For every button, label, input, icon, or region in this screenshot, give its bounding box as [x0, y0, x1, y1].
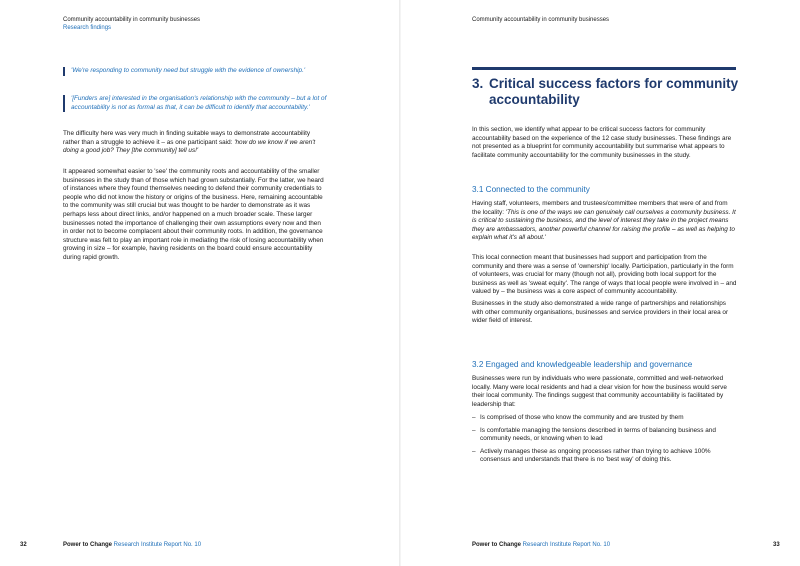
- paragraph-text: The difficulty here was very much in finding suitable ways to demonstrate accountability rather than a struggle to achieve it – as one participant said:: [63, 130, 311, 146]
- subheading-3-2: 3.2 Engaged and knowledgeable leadership and governance: [472, 360, 693, 369]
- list-item: [472, 448, 738, 465]
- running-head-title: Community accountability in community businesses: [63, 17, 201, 23]
- running-head-section: Research findings: [63, 25, 112, 31]
- right-running-head: [472, 16, 609, 24]
- page-number-left: 32: [20, 542, 27, 548]
- list-item: [472, 427, 738, 444]
- footer-report: Research Institute Report No. 10: [112, 542, 202, 548]
- left-running-head: [63, 16, 200, 32]
- pull-quote-2: '[Funders are] interested in the organisation's relationship with the community – but a lot of accountability is not as formal as that, it can be difficult to identify that accountability.': [63, 95, 333, 112]
- left-footer: [63, 542, 201, 548]
- footer-brand: Power to Change: [472, 542, 522, 548]
- section-heading: [472, 76, 742, 108]
- section-number: 3.: [472, 76, 484, 91]
- subheading-3-1: 3.1 Connected to the community: [472, 185, 590, 194]
- heading-rule: [472, 67, 736, 70]
- bullet-dash: –: [472, 426, 476, 434]
- pull-quote-1: 'We're responding to community need but struggle with the evidence of ownership.': [63, 67, 333, 76]
- body-paragraph-3-1a: [472, 200, 738, 243]
- section-heading-line1: Critical success factors for community: [489, 76, 739, 91]
- body-paragraph-3-1b: This local connection meant that businesses had support and participation from the community and there was a sense of 'ownership' locally. Participation, particularly in the form of volunteers, was crucial for many (though not all), providing both local support for the business as well as 'sweat equity'. The range of ways that local people were involved in – and valued by – the business was a core aspect of community accountability.: [472, 254, 737, 296]
- inline-quote: 'This is one of the ways we can genuinely call ourselves a community business. It is critical to sustaining the business, and the level of interest they take in the project means they are ambassadors, another powerful channel for raising the profile – as well as helping to explain what it's all about.': [472, 208, 736, 242]
- bullet-dash: –: [472, 447, 476, 455]
- page-number-right: 33: [773, 542, 780, 548]
- list-item-text: Is comprised of those who know the community and are trusted by them: [480, 414, 684, 421]
- leadership-bullet-list: [472, 414, 738, 469]
- body-paragraph-3-2: Businesses were run by individuals who were passionate, committed and well-networked locally. Many were local residents and had a clear vision for how the business would serve their local community. The findings suggest that community accountability is facilitated by leadership that:: [472, 375, 727, 408]
- running-head-title: Community accountability in community businesses: [472, 17, 610, 23]
- list-item-text: Actively manages these as ongoing processes rather than trying to achieve 100% consensus and understands that there is no 'best way' of doing this.: [480, 447, 711, 464]
- body-paragraph-3-1c: Businesses in the study also demonstrated a wide range of partnerships and relationships with other community organisations, businesses and service providers in their local area or wider field of interest.: [472, 300, 729, 325]
- body-paragraph-2: It appeared somewhat easier to 'see' the community roots and accountability of the smaller businesses in the study than of those which had grown substantially. For the latter, we heard of instances where they found themselves needing to defend their community credentials to people who did not know the history or origins of the business. Here, remaining accountable to the community was still crucial but was thought to be harder to demonstrate as it was perhaps less about direct links, and/or happened on a much broader scale. These larger businesses noted the importance of challenging their own assumptions every now and then in order not to become complacent about their community roots. In addition, the governance structure was felt to play an important role in mediating the risk of losing accountability when growing in size – for example, having residents on the board could ensure accountability during rapid growth.: [63, 168, 324, 261]
- footer-brand: Power to Change: [63, 542, 113, 548]
- right-footer: [472, 542, 610, 548]
- body-paragraph-1: [63, 130, 325, 156]
- bullet-dash: –: [472, 414, 476, 421]
- list-item: [472, 414, 738, 423]
- footer-report: Research Institute Report No. 10: [521, 542, 611, 548]
- list-item-text: Is comfortable managing the tensions described in terms of balancing business and community needs, or knowing when to lead: [480, 426, 716, 443]
- right-page: [400, 0, 800, 566]
- section-heading-line2: accountability: [489, 92, 580, 107]
- paragraph-text: Having staff, volunteers, members and trustees/committee members that were of and from the locality:: [472, 200, 728, 216]
- inline-quote: 'how do we know if we aren't doing a good job? They [the community] tell us!': [63, 138, 316, 155]
- section-intro: In this section, we identify what appear to be critical success factors for community accountability based on the experience of the 12 case study businesses. These findings are not presented as a blueprint for community accountability but summarise what appears to facilitate community accountability for the community businesses in the study.: [472, 126, 732, 159]
